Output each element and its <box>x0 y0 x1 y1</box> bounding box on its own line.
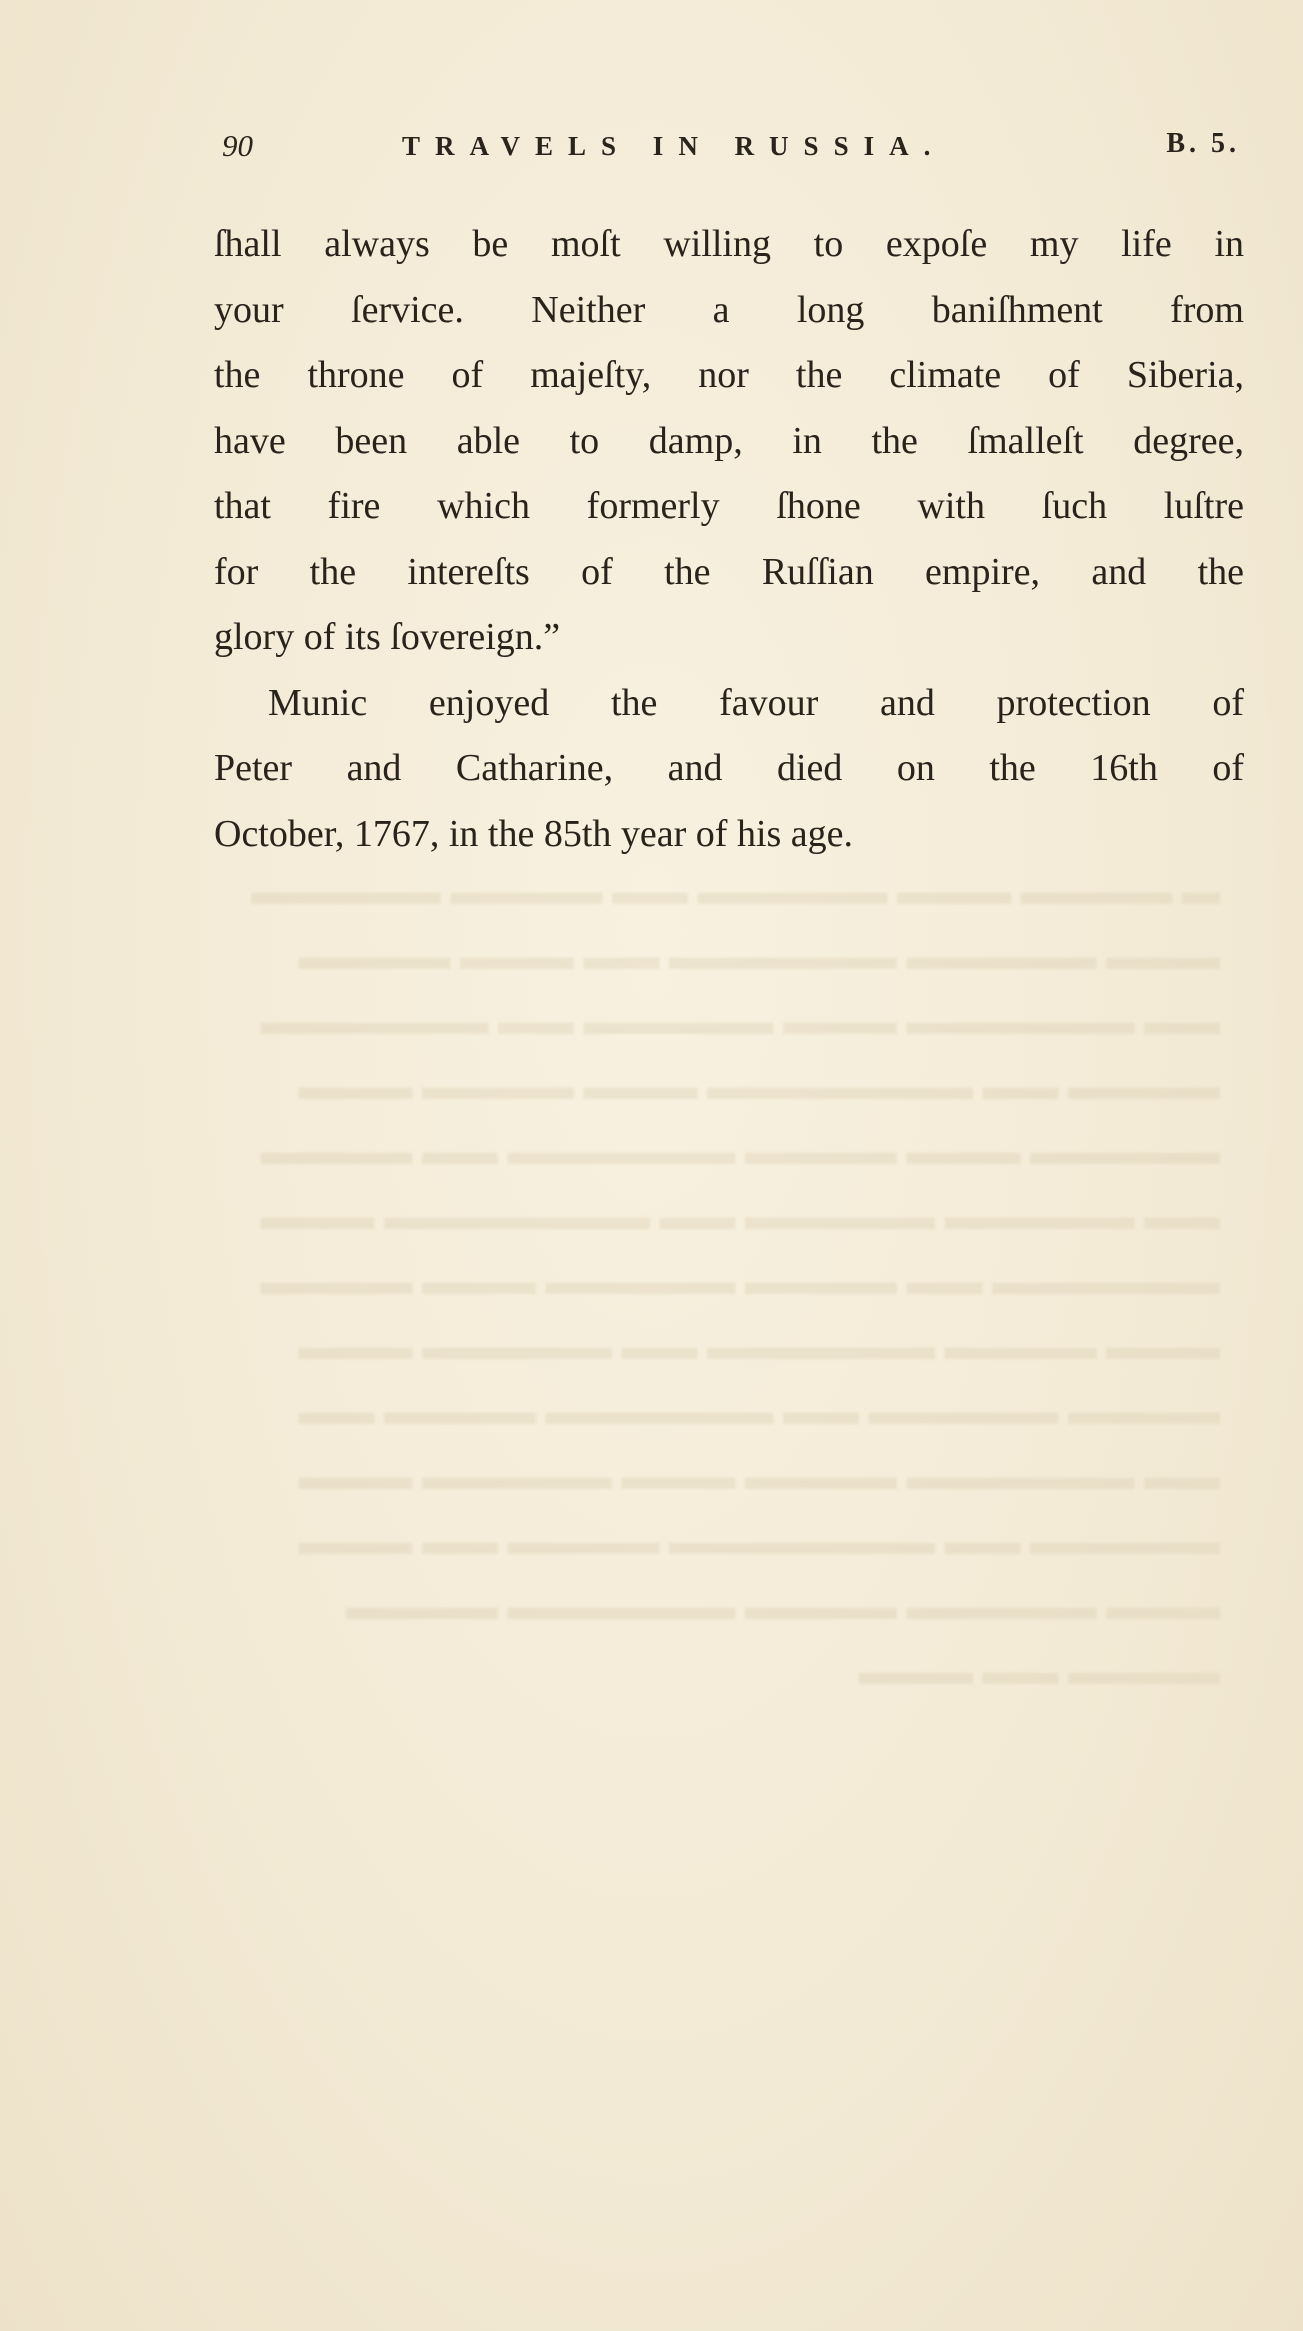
text-line: for the intereſts of the Ruſſian empire, and the <box>214 550 1244 593</box>
text-line: ſhall always be moſt willing to expoſe my life in <box>214 223 1244 265</box>
text-line: have been able to damp, in the ſmalleſt degree, <box>214 419 1244 462</box>
page-number: 90 <box>222 128 253 163</box>
text-line: October, 1767, in the 85th year of his age. <box>214 812 854 855</box>
text-line: glory of its ſovereign.” <box>214 616 561 658</box>
text-line: the throne of majeſty, nor the climate of Siberia, <box>214 354 1244 396</box>
book-reference: B. 5. <box>1166 128 1240 159</box>
paragraph-start-line: Munic enjoyed the favour and protection of <box>268 681 1244 724</box>
body-text <box>214 212 1244 867</box>
text-line: your ſervice. Neither a long baniſhment from <box>214 288 1244 331</box>
running-title: TRAVELS IN RUSSIA. <box>402 131 946 161</box>
running-head <box>222 128 1240 178</box>
text-line: Peter and Catharine, and died on the 16th of <box>214 747 1244 789</box>
text-line: that fire which formerly ſhone with ſuch luſtre <box>214 485 1244 527</box>
show-through-bleed: ▬ ▬▬▬▬ ▬▬▬ ▬▬▬▬▬ ▬▬ ▬▬▬▬ ▬▬▬▬▬ ▬▬▬ ▬▬▬▬▬ ▬▬▬▬▬▬ ▬▬ ▬▬▬ ▬▬▬▬ ▬▬ ▬▬▬▬▬▬ ▬▬▬ ▬▬▬▬▬ ▬▬ ▬▬▬▬▬▬ ▬▬▬▬ ▬▬ ▬▬▬▬▬▬▬ ▬▬▬ ▬▬▬▬ ▬▬▬ ▬▬▬▬▬ ▬▬▬ ▬▬▬▬ ▬▬▬▬▬▬ ▬▬ ▬▬▬▬ ▬▬ ▬▬▬▬▬ ▬▬▬▬▬ ▬▬ ▬▬▬▬▬▬▬ ▬▬▬ ▬▬▬▬▬▬ ▬▬ ▬▬▬▬ ▬▬▬▬▬ ▬▬▬ ▬▬▬▬ ▬▬▬ ▬▬▬▬ ▬▬▬▬▬▬ ▬▬ ▬▬▬▬▬ ▬▬▬ ▬▬▬▬ ▬▬▬▬▬ ▬▬ ▬▬▬▬▬▬ ▬▬▬▬ ▬▬ ▬▬ ▬▬▬▬▬▬ ▬▬▬▬ ▬▬▬ ▬▬▬▬▬ ▬▬▬ ▬▬▬▬▬ ▬▬ ▬▬▬▬▬▬▬ ▬▬▬▬ ▬▬ ▬▬▬ ▬▬▬ ▬▬▬▬▬ ▬▬▬▬ ▬▬▬▬▬▬ ▬▬▬▬ ▬▬▬▬ ▬▬ ▬▬▬ <box>251 871 1220 1693</box>
